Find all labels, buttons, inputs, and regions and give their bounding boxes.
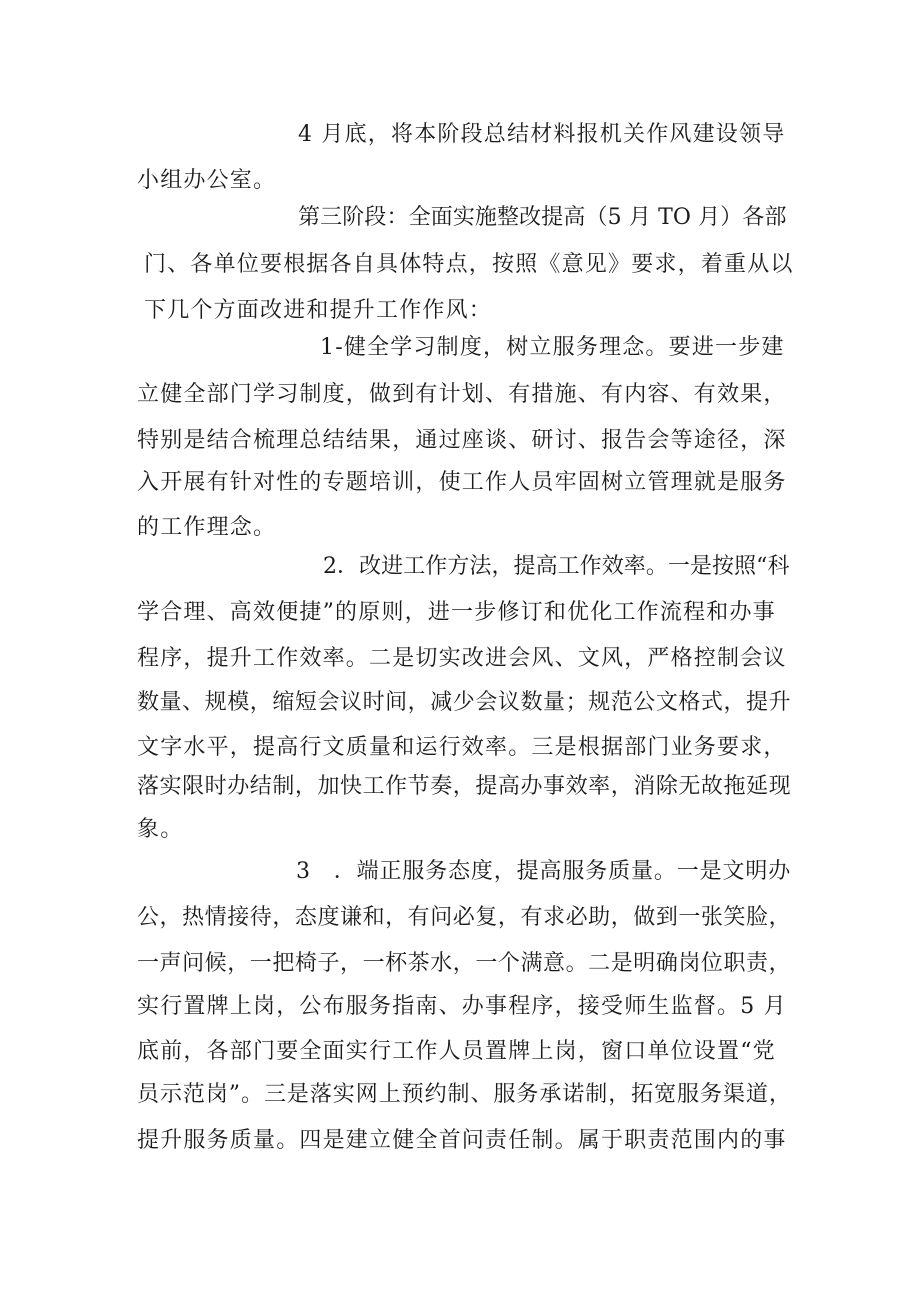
text-line: 第三阶段：全面实施整改提高（5 月 TO 月）各部 — [298, 205, 787, 230]
text-line: 一声问候，一把椅子，一杯茶水，一个满意。二是明确岗位职责， — [137, 951, 792, 976]
text-line: 底前，各部门要全面实行工作人员置牌上岗，窗口单位设置“党 — [137, 1039, 776, 1064]
text-line: 下几个方面改进和提升工作作风： — [144, 298, 493, 323]
text-line: 4 月底，将本阶段总结材料报机关作风建设领导 — [298, 122, 786, 147]
text-line: 1-健全学习制度，树立服务理念。要进一步建 — [320, 335, 785, 360]
text-line: 文字水平，提高行文质量和运行效率。三是根据部门业务要求， — [137, 735, 787, 760]
text-line: 员示范岗”。三是落实网上预约制、服务承诺制，拓宽服务渠道， — [137, 1082, 792, 1107]
text-line: 小组办公室。 — [137, 168, 277, 193]
text-line: 公，热情接待，态度谦和，有问必复，有求必助，做到一张笑脸， — [137, 905, 792, 930]
text-line: 立健全部门学习制度，做到有计划、有措施、有内容、有效果， — [137, 382, 787, 407]
text-line: 学合理、高效便捷”的原则，进一步修订和优化工作流程和办事 — [137, 600, 776, 625]
text-line: 3 ．端正服务态度，提高服务质量。一是文明办 — [296, 859, 792, 884]
text-line: 数量、规模，缩短会议时间，减少会议数量；规范公文格式，提升 — [137, 690, 792, 715]
text-line: 实行置牌上岗，公布服务指南、办事程序，接受师生监督。5 月 — [137, 994, 787, 1019]
text-line: 门、各单位要根据各自具体特点，按照《意见》要求，着重从以 — [144, 252, 794, 277]
text-line: 入开展有针对性的专题培训，使工作人员牢固树立管理就是服务 — [137, 470, 787, 495]
text-line: 特别是结合梳理总结结果，通过座谈、研讨、报告会等途径，深 — [137, 428, 787, 453]
text-line: 提升服务质量。四是建立健全首问责任制。属于职责范围内的事 — [137, 1128, 787, 1153]
text-line: 落实限时办结制，加快工作节奏，提高办事效率，消除无故拖延现 — [137, 774, 792, 799]
text-line: 2．改进工作方法，提高工作效率。一是按照“科 — [323, 554, 790, 579]
text-line: 程序，提升工作效率。二是切实改进会风、文风，严格控制会议 — [137, 646, 787, 671]
text-line: 的工作理念。 — [137, 515, 277, 540]
text-line: 象。 — [137, 817, 184, 842]
